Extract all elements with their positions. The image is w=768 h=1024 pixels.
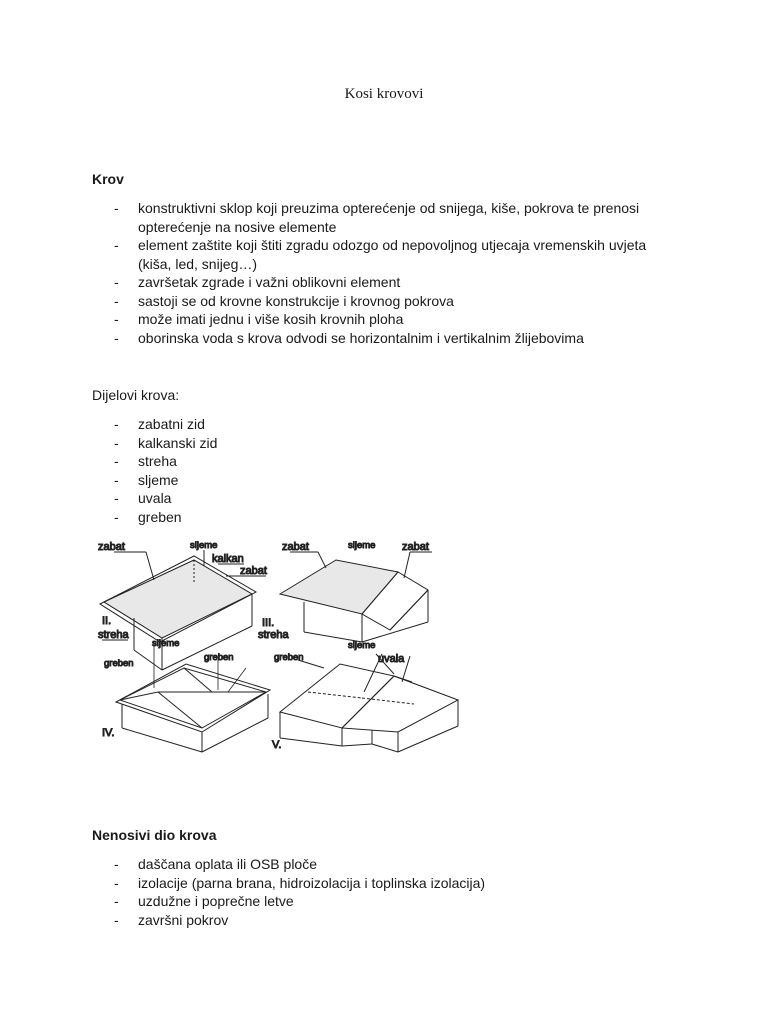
list-item bbox=[0, 892, 768, 911]
figure-label-uvala: uvala bbox=[378, 653, 405, 665]
list-dash: - bbox=[114, 874, 119, 891]
figure-label-greben: greben bbox=[204, 652, 234, 663]
figure-label-sljeme: sljeme bbox=[348, 540, 376, 551]
section-heading-krov: Krov bbox=[92, 171, 124, 187]
list-item bbox=[0, 452, 768, 471]
list-dash: - bbox=[114, 508, 119, 525]
list-dash: - bbox=[114, 434, 119, 451]
list-item-text: sljeme bbox=[138, 471, 179, 488]
list-item-text: uzdužne i poprečne letve bbox=[138, 893, 294, 909]
list-dash: - bbox=[114, 911, 119, 928]
nenosivi-list bbox=[0, 855, 768, 929]
figure-label-zabat: zabat bbox=[282, 541, 309, 553]
list-dash: - bbox=[114, 274, 119, 290]
page-title: Kosi krovovi bbox=[344, 86, 424, 102]
figure-label-greben: greben bbox=[274, 652, 304, 663]
figure-label-kalkan: kalkan bbox=[212, 553, 244, 565]
list-dash: - bbox=[114, 200, 119, 216]
roof-drawing-v bbox=[280, 654, 458, 752]
list-dash: - bbox=[114, 329, 119, 346]
list-item bbox=[0, 199, 768, 236]
list-dash: - bbox=[114, 490, 119, 506]
list-item bbox=[0, 911, 768, 930]
list-item bbox=[0, 874, 768, 893]
list-item-text: izolacije (parna brana, hidroizolacija i toplinska izolacija) bbox=[138, 874, 486, 891]
list-dash: - bbox=[114, 471, 119, 488]
list-item-text: završetak zgrade i važni oblikovni element bbox=[138, 274, 401, 290]
list-item bbox=[0, 310, 768, 329]
list-item bbox=[0, 508, 768, 527]
list-item-text: završni pokrov bbox=[138, 911, 229, 928]
list-item bbox=[0, 434, 768, 453]
dijelovi-list bbox=[0, 415, 768, 526]
list-item-text: može imati jednu i više kosih krovnih ploha bbox=[138, 311, 404, 327]
list-item-text: kalkanski zid bbox=[138, 434, 218, 451]
list-item-text: oborinska voda s krova odvodi se horizontalnim i vertikalnim žlijebovima bbox=[138, 329, 584, 346]
list-item bbox=[0, 273, 768, 292]
section-heading-nenosivi: Nenosivi dio krova bbox=[92, 827, 217, 843]
figure-label-sljeme: sljeme bbox=[348, 640, 376, 651]
list-item-text: uvala bbox=[138, 490, 172, 506]
roof-types-illustration bbox=[94, 532, 464, 764]
figure-label-numeral: III. bbox=[262, 617, 275, 629]
list-dash: - bbox=[114, 416, 119, 432]
list-item-text: konstruktivni sklop koji preuzima opterećenje od snijega, kiše, pokrova te prenosi bbox=[138, 200, 640, 216]
krov-list bbox=[0, 199, 768, 347]
list-item bbox=[0, 329, 768, 348]
roof-drawing-iv bbox=[116, 644, 270, 752]
list-item-text: sastoji se od krovne konstrukcije i krovnog pokrova bbox=[138, 292, 454, 309]
list-item-text: greben bbox=[138, 508, 182, 525]
list-item-text: daščana oplata ili OSB ploče bbox=[138, 856, 317, 872]
list-item bbox=[0, 471, 768, 490]
list-item bbox=[0, 415, 768, 434]
list-item-text: streha bbox=[138, 453, 177, 469]
figure-label-sljeme: sljeme bbox=[190, 540, 218, 551]
figure-label-greben: greben bbox=[104, 658, 134, 669]
figure-label-numeral: V. bbox=[272, 739, 282, 751]
list-item-continuation: (kiša, led, snijeg…) bbox=[138, 255, 258, 272]
list-dash: - bbox=[114, 893, 119, 909]
figure-label-zabat: zabat bbox=[98, 541, 125, 553]
list-dash: - bbox=[114, 311, 119, 327]
figure-label-streha: streha bbox=[258, 629, 289, 641]
list-dash: - bbox=[114, 292, 119, 309]
list-item bbox=[0, 236, 768, 273]
roof-drawing-iii bbox=[280, 552, 432, 642]
list-item-text: element zaštite koji štiti zgradu odozgo od nepovoljnog utjecaja vremenskih uvjeta bbox=[138, 237, 647, 253]
figure-label-zabat: zabat bbox=[240, 565, 267, 577]
list-item bbox=[0, 292, 768, 311]
list-item bbox=[0, 489, 768, 508]
list-item bbox=[0, 855, 768, 874]
figure-label-streha: streha bbox=[98, 629, 129, 641]
list-item-continuation: opterećenje na nosive elemente bbox=[138, 218, 337, 235]
figure-label-zabat: zabat bbox=[402, 541, 429, 553]
list-dash: - bbox=[114, 453, 119, 469]
section-heading-dijelovi: Dijelovi krova: bbox=[92, 387, 180, 403]
figure-label-numeral: IV. bbox=[102, 727, 115, 739]
list-item-text: zabatni zid bbox=[138, 416, 205, 432]
figure-label-numeral: II. bbox=[102, 615, 112, 627]
list-dash: - bbox=[114, 856, 119, 872]
list-dash: - bbox=[114, 237, 119, 253]
figure-label-sljeme: sljeme bbox=[152, 638, 180, 649]
